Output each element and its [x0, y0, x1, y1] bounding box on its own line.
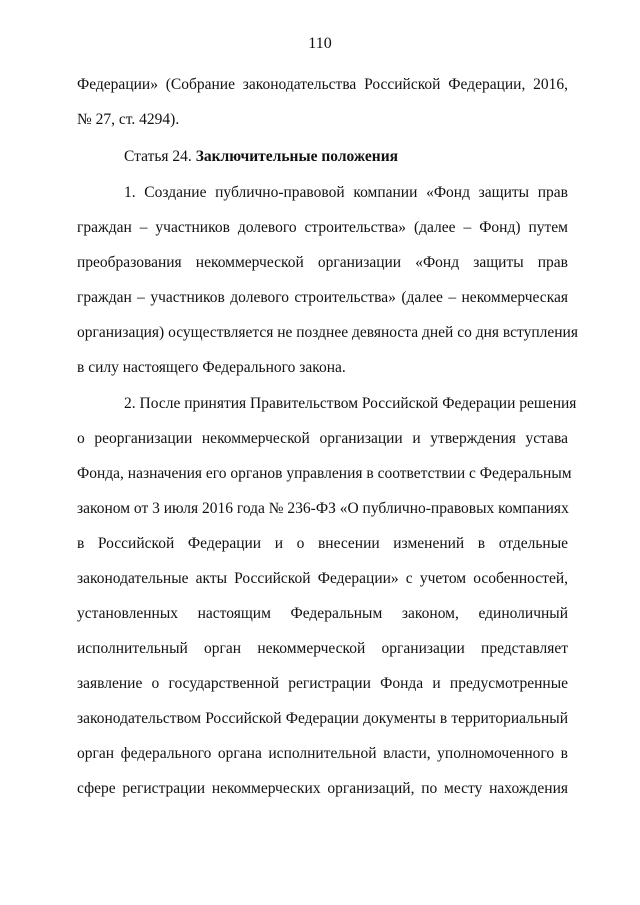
text-line: орган федерального органа исполнительной власти, уполномоченного в [77, 745, 568, 762]
text-line: Фонда, назначения его органов управления в соответствии с Федеральным [77, 465, 572, 482]
text-line: законодательные акты Российской Федерации» с учетом особенностей, [77, 570, 568, 587]
text-line: Федерации» (Собрание законодательства Российской Федерации, 2016, [77, 76, 568, 93]
text-line: преобразования некоммерческой организации «Фонд защиты прав [77, 254, 568, 271]
text-line: 1. Создание публично-правовой компании «Фонд защиты прав [124, 184, 568, 201]
text-line: в силу настоящего Федерального закона. [77, 359, 346, 376]
article-heading [124, 147, 568, 167]
text-line: исполнительный орган некоммерческой организации представляет [77, 640, 568, 657]
text-line: законодательством Российской Федерации документы в территориальный [77, 710, 568, 727]
text-line: в Российской Федерации и о внесении изменений в отдельные [77, 535, 568, 552]
text-line: граждан – участников долевого строительства» (далее – Фонд) путем [77, 219, 568, 236]
text-line: сфере регистрации некоммерческих организаций, по месту нахождения [77, 780, 568, 797]
text-line: 2. После принятия Правительством Российской Федерации решения [124, 395, 577, 412]
text-line: граждан – участников долевого строительства» (далее – некоммерческая [77, 289, 568, 306]
text-line: № 27, ст. 4294). [77, 111, 180, 128]
text-line: организация) осуществляется не позднее девяноста дней со дня вступления [77, 324, 578, 341]
text-line: заявление о государственной регистрации Фонда и предусмотренные [77, 675, 568, 692]
text-line: установленных настоящим Федеральным законом, единоличный [77, 605, 568, 622]
text-line: о реорганизации некоммерческой организации и утверждения устава [77, 430, 568, 447]
page-number: 110 [308, 35, 332, 52]
article-title: Заключительные положения [195, 148, 399, 165]
text-line: законом от 3 июля 2016 года № 236-ФЗ «О публично-правовых компаниях [77, 500, 569, 517]
article-number: Статья 24. [124, 148, 192, 165]
